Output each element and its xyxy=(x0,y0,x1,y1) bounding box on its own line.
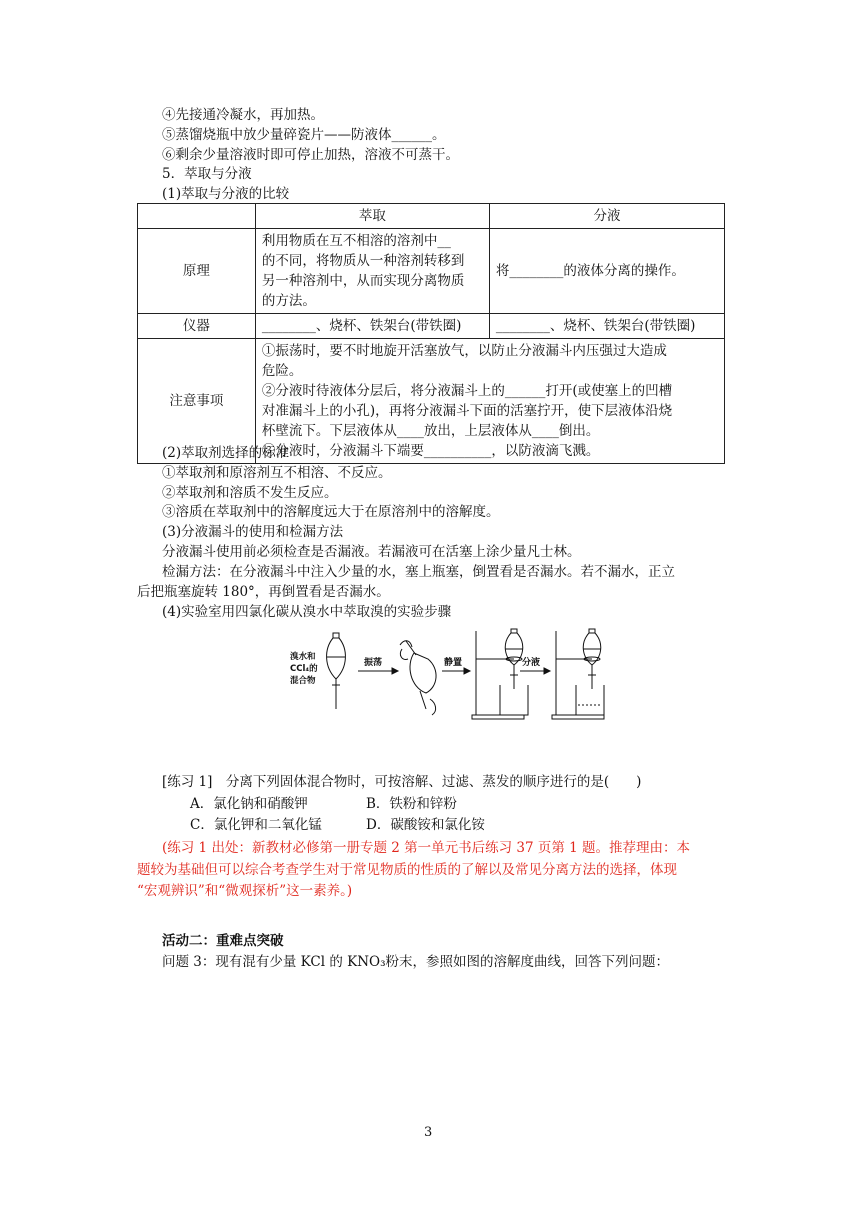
arrow-icon xyxy=(520,668,550,674)
cell-line: 的不同，将物质从一种溶剂转移到 xyxy=(261,253,465,269)
row-label: 原理 xyxy=(138,229,256,314)
step-label: 振荡 xyxy=(364,658,383,668)
subsection-heading: (2)萃取剂选择的标准 xyxy=(162,445,290,461)
mixture-label-line: CCl₄的 xyxy=(290,664,318,674)
text-line: ②萃取剂和溶质不发生反应。 xyxy=(162,485,338,501)
row-label: 仪器 xyxy=(138,314,256,339)
page-number: 3 xyxy=(424,1125,433,1140)
step-label: 静置 xyxy=(444,658,463,668)
cell-line: ①振荡时，要不时地旋开活塞放气，以防止分液漏斗内压强过大造成 xyxy=(261,343,667,359)
text-line: 后把瓶塞旋转 180°，再倒置看是否漏水。 xyxy=(137,584,390,600)
extraction-steps-diagram xyxy=(288,625,606,723)
table-cell: ________、烧杯、铁架台(带铁圈) xyxy=(255,314,489,339)
cell-line: ③分液时，分液漏斗下端要__________，以防液滴飞溅。 xyxy=(261,443,600,459)
subsection-heading: (1)萃取与分液的比较 xyxy=(162,186,290,202)
table-cell: 将________的液体分离的操作。 xyxy=(489,229,724,314)
cell-line: 危险。 xyxy=(261,363,303,379)
subsection-heading: (3)分液漏斗的使用和检漏方法 xyxy=(162,524,344,540)
cell-line: 另一种溶剂中，从而实现分离物质 xyxy=(261,273,465,289)
exercise-source-note: 题较为基础但可以综合考查学生对于常见物质的性质的了解以及常见分离方法的选择，体现 xyxy=(137,862,677,878)
iron-stand-icon xyxy=(472,629,528,719)
step-label: 分液 xyxy=(522,658,541,668)
mixture-label-line: 溴水和 xyxy=(290,652,316,662)
table-cell: ________、烧杯、铁架台(带铁圈) xyxy=(489,314,724,339)
subsection-heading: (4)实验室用四氯化碳从溴水中萃取溴的实验步骤 xyxy=(162,604,452,620)
exercise-source-note: “宏观辨识”和“微观探析”这一素养。) xyxy=(137,883,353,899)
table-header-cell: 萃取 xyxy=(255,204,489,229)
text-line: ⑥剩余少量溶液时即可停止加热，溶液不可蒸干。 xyxy=(162,147,459,163)
option-d: D．碳酸铵和氯化铵 xyxy=(366,817,485,833)
comparison-table xyxy=(137,203,725,464)
text-line: ⑤蒸馏烧瓶中放少量碎瓷片——防液体______。 xyxy=(162,127,446,143)
shaking-funnel-icon xyxy=(400,641,436,715)
cell-line: ②分液时待液体分层后，将分液漏斗上的______打开(或使塞上的凹槽 xyxy=(261,383,673,399)
exercise-source-note: (练习 1 出处：新教材必修第一册专题 2 第一单元书后练习 37 页第 1 题。推荐理由：本 xyxy=(162,840,691,856)
table-cell xyxy=(255,229,489,314)
option-a: A．氯化钠和硝酸钾 xyxy=(190,796,308,812)
section-heading: 5．萃取与分液 xyxy=(162,166,252,182)
text-line: ④先接通冷凝水，再加热。 xyxy=(162,107,324,123)
cell-line: 对准漏斗上的小孔)，再将分液漏斗下面的活塞拧开，使下层液体沿烧 xyxy=(261,403,673,419)
activity-title: 活动二：重难点突破 xyxy=(162,933,284,949)
table-cell xyxy=(255,339,724,464)
option-b: B．铁粉和锌粉 xyxy=(366,796,457,812)
table-header-row xyxy=(138,204,725,229)
cell-line: 利用物质在互不相溶的溶剂中__ xyxy=(261,233,451,249)
arrow-icon xyxy=(358,668,398,674)
text-line: 分液漏斗使用前必须检查是否漏液。若漏液可在活塞上涂少量凡士林。 xyxy=(162,544,581,560)
option-c: C．氯化钾和二氧化锰 xyxy=(190,817,322,833)
iron-stand-icon xyxy=(552,629,604,719)
exercise-question: [练习 1] 分离下列固体混合物时，可按溶解、过滤、蒸发的顺序进行的是( ) xyxy=(162,774,642,790)
separatory-funnel-icon xyxy=(327,633,346,709)
text-line: ①萃取剂和原溶剂互不相溶、不反应。 xyxy=(162,465,392,481)
arrow-icon xyxy=(442,668,470,674)
row-label: 注意事项 xyxy=(138,339,256,464)
table-header-cell xyxy=(138,204,256,229)
table-header-cell: 分液 xyxy=(489,204,724,229)
cell-line: 的方法。 xyxy=(261,293,316,309)
question-3: 问题 3：现有混有少量 KCl 的 KNO₃粉末，参照如图的溶解度曲线，回答下列问题： xyxy=(162,954,670,970)
mixture-label-line: 混合物 xyxy=(290,676,316,686)
table-row xyxy=(138,229,725,314)
table-row xyxy=(138,314,725,339)
cell-line: 杯壁流下。下层液体从____放出，上层液体从____倒出。 xyxy=(261,423,600,439)
text-line: ③溶质在萃取剂中的溶解度远大于在原溶剂中的溶解度。 xyxy=(162,504,500,520)
text-line: 检漏方法：在分液漏斗中注入少量的水，塞上瓶塞，倒置看是否漏水。若不漏水，正立 xyxy=(162,564,675,580)
